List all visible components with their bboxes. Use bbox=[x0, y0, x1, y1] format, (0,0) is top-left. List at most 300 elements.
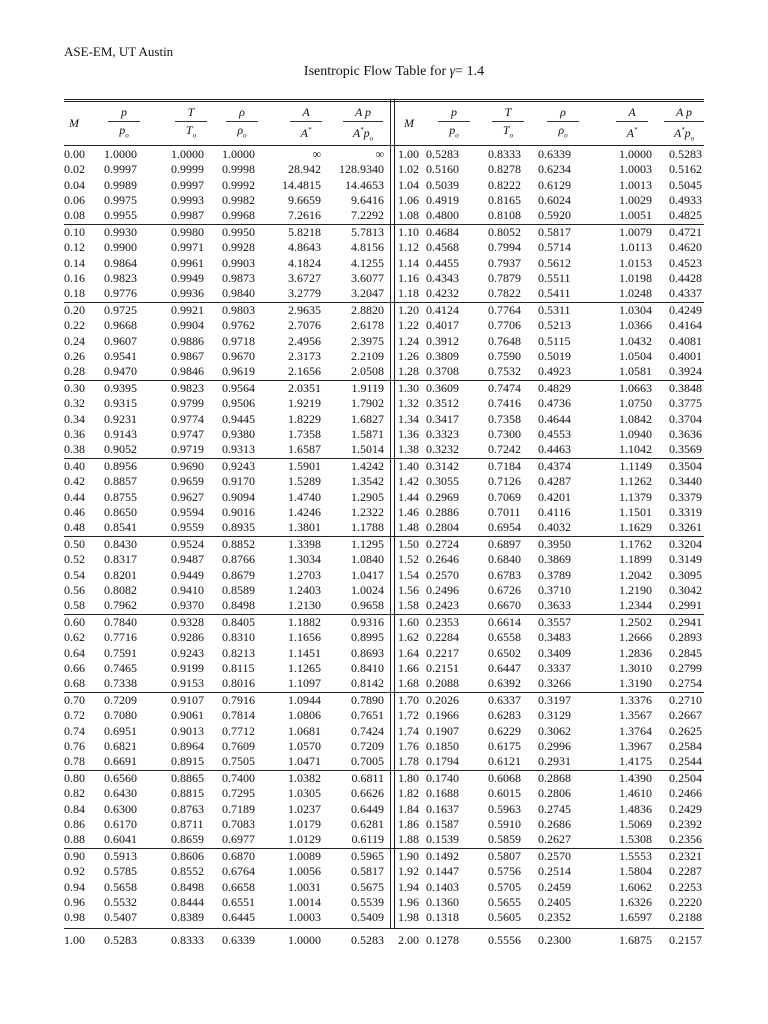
cell-right-pressure-ratio: 0.3708 bbox=[426, 364, 459, 379]
cell-right-area-pressure: 0.4428 bbox=[669, 270, 702, 285]
cell-right-temperature-ratio: 0.6015 bbox=[488, 786, 521, 801]
cell-right-density-ratio: 0.4736 bbox=[538, 396, 571, 411]
header-pressure-ratio-left: $\frac{p}{p_o}$ bbox=[104, 104, 144, 142]
cell-left-mach: 0.56 bbox=[64, 582, 85, 597]
cell-left-area-pressure: 0.6281 bbox=[351, 816, 384, 831]
cell-left-mach: 0.98 bbox=[64, 910, 85, 925]
cell-right-density-ratio: 0.3266 bbox=[538, 676, 571, 691]
cell-right-area-pressure: 0.3504 bbox=[669, 459, 702, 473]
group-rule bbox=[64, 770, 704, 771]
cell-left-density-ratio: 0.9803 bbox=[222, 303, 255, 317]
table-row bbox=[64, 552, 704, 567]
cell-right-area-ratio: 1.1379 bbox=[619, 489, 652, 504]
cell-right-mach: 1.26 bbox=[398, 348, 419, 363]
cell-left-area-ratio: 2.4956 bbox=[288, 333, 321, 348]
cell-right-pressure-ratio: 0.4343 bbox=[426, 270, 459, 285]
cell-right-area-ratio: 1.3010 bbox=[619, 660, 652, 675]
table-row bbox=[64, 520, 704, 535]
cell-left-area-ratio: 1.1097 bbox=[288, 676, 321, 691]
cell-right-temperature-ratio: 0.7532 bbox=[488, 364, 521, 379]
cell-right-density-ratio: 0.2868 bbox=[538, 771, 571, 785]
table-row bbox=[64, 240, 704, 255]
cell-right-area-pressure: 0.5162 bbox=[669, 162, 702, 177]
table-row bbox=[64, 771, 704, 786]
cell-right-density-ratio: 0.3789 bbox=[538, 567, 571, 582]
cell-left-temperature-ratio: 0.9921 bbox=[171, 303, 204, 317]
cell-left-pressure-ratio: 0.7465 bbox=[104, 660, 137, 675]
group-rule bbox=[64, 224, 704, 225]
cell-right-temperature-ratio: 0.8278 bbox=[488, 162, 521, 177]
cell-right-mach: 1.86 bbox=[398, 816, 419, 831]
cell-right-mach: 1.78 bbox=[398, 754, 419, 769]
cell-left-pressure-ratio: 0.9776 bbox=[104, 286, 137, 301]
table-row bbox=[64, 271, 704, 286]
cell-left-mach: 0.94 bbox=[64, 879, 85, 894]
cell-left-temperature-ratio: 0.9971 bbox=[171, 240, 204, 255]
cell-right-pressure-ratio: 0.3323 bbox=[426, 426, 459, 441]
cell-left-mach: 0.06 bbox=[64, 192, 85, 207]
cell-right-pressure-ratio: 0.2646 bbox=[426, 552, 459, 567]
cell-right-temperature-ratio: 0.7706 bbox=[488, 318, 521, 333]
cell-right-pressure-ratio: 0.1850 bbox=[426, 738, 459, 753]
cell-left-temperature-ratio: 0.9774 bbox=[171, 411, 204, 426]
cell-left-temperature-ratio: 0.9846 bbox=[171, 364, 204, 379]
cell-left-density-ratio: 0.9170 bbox=[222, 474, 255, 489]
table-row bbox=[64, 598, 704, 613]
cell-right-temperature-ratio: 0.8052 bbox=[488, 225, 521, 239]
cell-right-density-ratio: 0.4374 bbox=[538, 459, 571, 473]
cell-right-density-ratio: 0.3950 bbox=[538, 537, 571, 551]
cell-right-density-ratio: 0.2627 bbox=[538, 832, 571, 847]
cell-left-pressure-ratio: 1.0000 bbox=[104, 147, 137, 161]
cell-right-density-ratio: 0.4463 bbox=[538, 442, 571, 457]
cell-left-area-pressure: 2.3975 bbox=[351, 333, 384, 348]
cell-right-area-pressure: 0.3636 bbox=[669, 426, 702, 441]
cell-right-pressure-ratio: 0.2088 bbox=[426, 676, 459, 691]
table-row bbox=[64, 193, 704, 208]
cell-right-temperature-ratio: 0.7648 bbox=[488, 333, 521, 348]
cell-right-area-pressure: 0.2429 bbox=[669, 801, 702, 816]
cell-right-pressure-ratio: 0.3512 bbox=[426, 396, 459, 411]
cell-left-mach: 0.42 bbox=[64, 474, 85, 489]
cell-right-area-ratio: 1.1149 bbox=[619, 459, 652, 473]
cell-left-mach: 0.30 bbox=[64, 381, 85, 395]
cell-right-area-ratio: 1.4390 bbox=[619, 771, 652, 785]
cell-right-area-ratio: 1.0432 bbox=[619, 333, 652, 348]
cell-right-mach: 1.44 bbox=[398, 489, 419, 504]
cell-right-area-ratio: 1.0504 bbox=[619, 348, 652, 363]
cell-left-temperature-ratio: 0.9524 bbox=[171, 537, 204, 551]
cell-right-area-pressure: 0.3924 bbox=[669, 364, 702, 379]
cell-left-area-pressure: 0.8142 bbox=[351, 676, 384, 691]
cell-right-mach: 1.90 bbox=[398, 849, 419, 863]
cell-right-area-ratio: 1.2190 bbox=[619, 582, 652, 597]
cell-right-pressure-ratio: 0.4124 bbox=[426, 303, 459, 317]
cell-left-area-ratio: ∞ bbox=[312, 147, 321, 161]
cell-left-density-ratio: 0.8016 bbox=[222, 676, 255, 691]
table-row bbox=[64, 910, 704, 925]
cell-right-temperature-ratio: 0.6783 bbox=[488, 567, 521, 582]
cell-left-mach: 0.46 bbox=[64, 504, 85, 519]
cell-right-temperature-ratio: 0.7184 bbox=[488, 459, 521, 473]
cell-right-density-ratio: 0.5612 bbox=[538, 255, 571, 270]
cell-left-area-pressure: 0.5965 bbox=[351, 849, 384, 863]
cell-left-area-ratio: 1.3398 bbox=[288, 537, 321, 551]
cell-right-mach: 1.52 bbox=[398, 552, 419, 567]
cell-right-pressure-ratio: 0.1492 bbox=[426, 849, 459, 863]
group-rule bbox=[64, 692, 704, 693]
cell-left-density-ratio: 0.6870 bbox=[222, 849, 255, 863]
cell-left-pressure-ratio: 0.7962 bbox=[104, 598, 137, 613]
cell-right-pressure-ratio: 0.5160 bbox=[426, 162, 459, 177]
cell-left-area-pressure: 2.2109 bbox=[351, 348, 384, 363]
cell-left-area-ratio: 2.1656 bbox=[288, 364, 321, 379]
cell-right-density-ratio: 0.2996 bbox=[538, 738, 571, 753]
cell-right-area-pressure: 0.2287 bbox=[669, 864, 702, 879]
cell-left-density-ratio: 0.8310 bbox=[222, 630, 255, 645]
cell-right-density-ratio: 0.2514 bbox=[538, 864, 571, 879]
cell-right-density-ratio: 0.3483 bbox=[538, 630, 571, 645]
cell-left-temperature-ratio: 0.8763 bbox=[171, 801, 204, 816]
cell-left-area-ratio: 1.0014 bbox=[288, 894, 321, 909]
cell-left-density-ratio: 0.9094 bbox=[222, 489, 255, 504]
cell-left-pressure-ratio: 0.9900 bbox=[104, 240, 137, 255]
cell-right-area-ratio: 1.2344 bbox=[619, 598, 652, 613]
cell-right-mach: 1.74 bbox=[398, 723, 419, 738]
cell-right-area-pressure: 0.2356 bbox=[669, 832, 702, 847]
cell-right-temperature-ratio: 0.8333 bbox=[488, 147, 521, 161]
cell-left-pressure-ratio: 0.7338 bbox=[104, 676, 137, 691]
cell-left-temperature-ratio: 0.9961 bbox=[171, 255, 204, 270]
cell-left-area-pressure: 128.9340 bbox=[339, 162, 384, 177]
cell-left-density-ratio: 0.9313 bbox=[222, 442, 255, 457]
title-prefix: Isentropic Flow Table for bbox=[303, 64, 450, 79]
cell-right-pressure-ratio: 0.1539 bbox=[426, 832, 459, 847]
cell-left-area-pressure: 0.5817 bbox=[351, 864, 384, 879]
table-row bbox=[64, 832, 704, 847]
cell-right-pressure-ratio: 0.2969 bbox=[426, 489, 459, 504]
cell-right-area-pressure: 0.3204 bbox=[669, 537, 702, 551]
table-header bbox=[64, 104, 704, 142]
cell-left-density-ratio: 0.8852 bbox=[222, 537, 255, 551]
table-row bbox=[64, 459, 704, 474]
table-row bbox=[64, 474, 704, 489]
table-title bbox=[0, 64, 768, 80]
cell-right-temperature-ratio: 0.5605 bbox=[488, 910, 521, 925]
cell-left-area-ratio: 1.2403 bbox=[288, 582, 321, 597]
cell-left-temperature-ratio: 0.8606 bbox=[171, 849, 204, 863]
cell-left-mach: 1.00 bbox=[64, 933, 85, 947]
cell-left-pressure-ratio: 0.8430 bbox=[104, 537, 137, 551]
cell-left-area-ratio: 2.9635 bbox=[288, 303, 321, 317]
cell-right-mach: 1.80 bbox=[398, 771, 419, 785]
cell-left-mach: 0.02 bbox=[64, 162, 85, 177]
cell-left-mach: 0.32 bbox=[64, 396, 85, 411]
cell-right-mach: 1.88 bbox=[398, 832, 419, 847]
cell-right-density-ratio: 0.5115 bbox=[538, 333, 571, 348]
table-row bbox=[64, 505, 704, 520]
cell-left-area-ratio: 2.3173 bbox=[288, 348, 321, 363]
cell-left-area-ratio: 1.8229 bbox=[288, 411, 321, 426]
top-rule-double bbox=[64, 101, 704, 102]
cell-left-pressure-ratio: 0.6430 bbox=[104, 786, 137, 801]
cell-left-area-pressure: 1.0417 bbox=[351, 567, 384, 582]
cell-right-mach: 1.70 bbox=[398, 693, 419, 707]
cell-right-mach: 1.98 bbox=[398, 910, 419, 925]
cell-left-mach: 0.12 bbox=[64, 240, 85, 255]
cell-left-mach: 0.18 bbox=[64, 286, 85, 301]
cell-left-area-pressure: 14.4653 bbox=[345, 177, 384, 192]
affiliation: ASE-EM, UT Austin bbox=[64, 44, 174, 59]
cell-right-pressure-ratio: 0.4684 bbox=[426, 225, 459, 239]
cell-right-pressure-ratio: 0.4017 bbox=[426, 318, 459, 333]
cell-left-temperature-ratio: 0.8498 bbox=[171, 879, 204, 894]
group-rule bbox=[64, 848, 704, 849]
cell-left-area-pressure: 0.9658 bbox=[351, 598, 384, 613]
cell-left-area-ratio: 1.0031 bbox=[288, 879, 321, 894]
table-row bbox=[64, 786, 704, 801]
cell-left-pressure-ratio: 0.6691 bbox=[104, 754, 137, 769]
cell-left-temperature-ratio: 0.9936 bbox=[171, 286, 204, 301]
cell-left-area-ratio: 1.0305 bbox=[288, 786, 321, 801]
cell-right-density-ratio: 0.5511 bbox=[538, 270, 571, 285]
cell-left-area-pressure: 1.2322 bbox=[351, 504, 384, 519]
table-row bbox=[64, 724, 704, 739]
cell-left-temperature-ratio: 0.9107 bbox=[171, 693, 204, 707]
cell-right-area-ratio: 1.5069 bbox=[619, 816, 652, 831]
cell-right-mach: 1.48 bbox=[398, 520, 419, 535]
cell-right-temperature-ratio: 0.6392 bbox=[488, 676, 521, 691]
cell-left-temperature-ratio: 0.9627 bbox=[171, 489, 204, 504]
cell-right-density-ratio: 0.2806 bbox=[538, 786, 571, 801]
table-row bbox=[64, 442, 704, 457]
cell-left-temperature-ratio: 0.9243 bbox=[171, 645, 204, 660]
cell-left-density-ratio: 0.7400 bbox=[222, 771, 255, 785]
cell-left-density-ratio: 0.7505 bbox=[222, 754, 255, 769]
cell-left-pressure-ratio: 0.9541 bbox=[104, 348, 137, 363]
header-area-pressure-right: $\frac{\text{A p}}{A^*p_o}$ bbox=[660, 104, 708, 142]
cell-left-area-pressure: 4.1255 bbox=[351, 255, 384, 270]
cell-right-pressure-ratio: 0.3142 bbox=[426, 459, 459, 473]
cell-left-area-pressure: 1.2905 bbox=[351, 489, 384, 504]
cell-right-density-ratio: 0.5213 bbox=[538, 318, 571, 333]
cell-right-temperature-ratio: 0.5556 bbox=[488, 933, 521, 947]
cell-right-mach: 1.66 bbox=[398, 660, 419, 675]
cell-right-density-ratio: 0.2405 bbox=[538, 894, 571, 909]
cell-left-area-ratio: 1.6587 bbox=[288, 442, 321, 457]
cell-right-density-ratio: 0.5411 bbox=[538, 286, 571, 301]
cell-left-pressure-ratio: 0.6821 bbox=[104, 738, 137, 753]
cell-right-mach: 1.56 bbox=[398, 582, 419, 597]
cell-left-temperature-ratio: 0.9799 bbox=[171, 396, 204, 411]
cell-right-mach: 1.64 bbox=[398, 645, 419, 660]
cell-right-pressure-ratio: 0.3609 bbox=[426, 381, 459, 395]
cell-left-density-ratio: 0.9903 bbox=[222, 255, 255, 270]
cell-left-mach: 0.64 bbox=[64, 645, 85, 660]
cell-right-temperature-ratio: 0.7126 bbox=[488, 474, 521, 489]
cell-left-area-pressure: 0.5675 bbox=[351, 879, 384, 894]
cell-left-temperature-ratio: 0.8815 bbox=[171, 786, 204, 801]
cell-left-pressure-ratio: 0.8857 bbox=[104, 474, 137, 489]
cell-right-area-ratio: 1.2836 bbox=[619, 645, 652, 660]
cell-left-area-ratio: 1.2130 bbox=[288, 598, 321, 613]
table-row bbox=[64, 615, 704, 630]
cell-right-pressure-ratio: 0.4919 bbox=[426, 192, 459, 207]
cell-right-pressure-ratio: 0.1587 bbox=[426, 816, 459, 831]
cell-left-density-ratio: 0.7609 bbox=[222, 738, 255, 753]
cell-right-temperature-ratio: 0.8222 bbox=[488, 177, 521, 192]
cell-left-pressure-ratio: 0.7209 bbox=[104, 693, 137, 707]
cell-right-pressure-ratio: 0.2353 bbox=[426, 615, 459, 629]
cell-right-area-ratio: 1.1501 bbox=[619, 504, 652, 519]
cell-right-area-ratio: 1.5553 bbox=[619, 849, 652, 863]
cell-right-area-pressure: 0.4249 bbox=[669, 303, 702, 317]
cell-left-pressure-ratio: 0.6170 bbox=[104, 816, 137, 831]
table-row bbox=[64, 208, 704, 223]
cell-right-mach: 1.50 bbox=[398, 537, 419, 551]
cell-right-temperature-ratio: 0.7994 bbox=[488, 240, 521, 255]
cell-right-density-ratio: 0.4201 bbox=[538, 489, 571, 504]
cell-right-temperature-ratio: 0.5963 bbox=[488, 801, 521, 816]
cell-right-temperature-ratio: 0.5756 bbox=[488, 864, 521, 879]
cell-left-mach: 0.62 bbox=[64, 630, 85, 645]
cell-right-temperature-ratio: 0.6954 bbox=[488, 520, 521, 535]
cell-left-mach: 0.70 bbox=[64, 693, 85, 707]
cell-left-pressure-ratio: 0.5407 bbox=[104, 910, 137, 925]
cell-right-area-ratio: 1.0051 bbox=[619, 208, 652, 223]
cell-left-area-ratio: 1.0000 bbox=[288, 933, 321, 947]
cell-right-area-pressure: 0.3042 bbox=[669, 582, 702, 597]
cell-right-mach: 1.32 bbox=[398, 396, 419, 411]
cell-left-temperature-ratio: 0.9997 bbox=[171, 177, 204, 192]
cell-right-temperature-ratio: 0.6175 bbox=[488, 738, 521, 753]
cell-left-temperature-ratio: 0.8915 bbox=[171, 754, 204, 769]
cell-left-pressure-ratio: 0.8956 bbox=[104, 459, 137, 473]
cell-left-mach: 0.40 bbox=[64, 459, 85, 473]
cell-right-area-pressure: 0.3775 bbox=[669, 396, 702, 411]
cell-right-temperature-ratio: 0.6558 bbox=[488, 630, 521, 645]
cell-left-area-pressure: 0.5539 bbox=[351, 894, 384, 909]
table-row bbox=[64, 334, 704, 349]
cell-right-area-pressure: 0.2991 bbox=[669, 598, 702, 613]
cell-left-temperature-ratio: 0.9153 bbox=[171, 676, 204, 691]
cell-left-area-ratio: 2.7076 bbox=[288, 318, 321, 333]
cell-right-pressure-ratio: 0.2284 bbox=[426, 630, 459, 645]
cell-right-mach: 1.42 bbox=[398, 474, 419, 489]
cell-left-temperature-ratio: 0.8964 bbox=[171, 738, 204, 753]
cell-right-area-pressure: 0.2845 bbox=[669, 645, 702, 660]
cell-left-density-ratio: 0.6445 bbox=[222, 910, 255, 925]
cell-left-area-ratio: 7.2616 bbox=[288, 208, 321, 223]
cell-right-pressure-ratio: 0.2151 bbox=[426, 660, 459, 675]
cell-right-pressure-ratio: 0.2570 bbox=[426, 567, 459, 582]
cell-right-density-ratio: 0.3062 bbox=[538, 723, 571, 738]
cell-right-pressure-ratio: 0.4800 bbox=[426, 208, 459, 223]
cell-right-area-pressure: 0.2754 bbox=[669, 676, 702, 691]
cell-right-pressure-ratio: 0.2217 bbox=[426, 645, 459, 660]
cell-left-area-ratio: 9.6659 bbox=[288, 192, 321, 207]
cell-left-mach: 0.26 bbox=[64, 348, 85, 363]
cell-left-pressure-ratio: 0.8650 bbox=[104, 504, 137, 519]
cell-right-temperature-ratio: 0.7069 bbox=[488, 489, 521, 504]
cell-right-temperature-ratio: 0.8165 bbox=[488, 192, 521, 207]
cell-left-area-pressure: 1.5014 bbox=[351, 442, 384, 457]
cell-left-pressure-ratio: 0.6041 bbox=[104, 832, 137, 847]
cell-right-area-pressure: 0.2710 bbox=[669, 693, 702, 707]
cell-right-density-ratio: 0.2570 bbox=[538, 849, 571, 863]
cell-left-area-pressure: 2.8820 bbox=[351, 303, 384, 317]
cell-left-density-ratio: 0.7083 bbox=[222, 816, 255, 831]
cell-left-density-ratio: 0.8213 bbox=[222, 645, 255, 660]
group-rule bbox=[64, 614, 704, 615]
table-row bbox=[64, 754, 704, 769]
table-row bbox=[64, 303, 704, 318]
cell-left-area-pressure: 1.0024 bbox=[351, 582, 384, 597]
table-row bbox=[64, 880, 704, 895]
cell-left-mach: 0.74 bbox=[64, 723, 85, 738]
cell-left-pressure-ratio: 0.5658 bbox=[104, 879, 137, 894]
cell-right-area-ratio: 1.0304 bbox=[619, 303, 652, 317]
cell-left-density-ratio: 0.8589 bbox=[222, 582, 255, 597]
cell-left-pressure-ratio: 0.9975 bbox=[104, 192, 137, 207]
cell-right-temperature-ratio: 0.6337 bbox=[488, 693, 521, 707]
cell-right-density-ratio: 0.2745 bbox=[538, 801, 571, 816]
cell-left-pressure-ratio: 0.9143 bbox=[104, 426, 137, 441]
cell-left-pressure-ratio: 0.9864 bbox=[104, 255, 137, 270]
cell-right-mach: 1.54 bbox=[398, 567, 419, 582]
cell-left-mach: 0.78 bbox=[64, 754, 85, 769]
cell-right-mach: 1.02 bbox=[398, 162, 419, 177]
cell-left-mach: 0.24 bbox=[64, 333, 85, 348]
cell-left-density-ratio: 0.9992 bbox=[222, 177, 255, 192]
cell-right-pressure-ratio: 0.2724 bbox=[426, 537, 459, 551]
cell-right-mach: 1.72 bbox=[398, 708, 419, 723]
cell-left-mach: 0.92 bbox=[64, 864, 85, 879]
cell-left-area-ratio: 1.4246 bbox=[288, 504, 321, 519]
cell-left-pressure-ratio: 0.5532 bbox=[104, 894, 137, 909]
cell-right-area-pressure: 0.4825 bbox=[669, 208, 702, 223]
cell-left-area-ratio: 3.2779 bbox=[288, 286, 321, 301]
cell-left-density-ratio: 0.8405 bbox=[222, 615, 255, 629]
cell-left-area-ratio: 1.3801 bbox=[288, 520, 321, 535]
cell-right-area-ratio: 1.0842 bbox=[619, 411, 652, 426]
cell-right-area-ratio: 1.2042 bbox=[619, 567, 652, 582]
cell-right-pressure-ratio: 0.3809 bbox=[426, 348, 459, 363]
cell-left-area-ratio: 1.0471 bbox=[288, 754, 321, 769]
cell-left-mach: 0.76 bbox=[64, 738, 85, 753]
cell-left-area-ratio: 1.9219 bbox=[288, 396, 321, 411]
cell-left-area-pressure: 0.7209 bbox=[351, 738, 384, 753]
cell-left-mach: 0.84 bbox=[64, 801, 85, 816]
cell-left-density-ratio: 0.9445 bbox=[222, 411, 255, 426]
table-row bbox=[64, 318, 704, 333]
cell-right-area-pressure: 0.2504 bbox=[669, 771, 702, 785]
top-rule bbox=[64, 99, 704, 100]
cell-left-mach: 0.38 bbox=[64, 442, 85, 457]
cell-left-pressure-ratio: 0.7716 bbox=[104, 630, 137, 645]
cell-right-temperature-ratio: 0.6840 bbox=[488, 552, 521, 567]
cell-left-temperature-ratio: 0.9999 bbox=[171, 162, 204, 177]
cell-right-mach: 1.04 bbox=[398, 177, 419, 192]
cell-right-pressure-ratio: 0.1637 bbox=[426, 801, 459, 816]
cell-left-density-ratio: 0.9873 bbox=[222, 270, 255, 285]
table-row bbox=[64, 661, 704, 676]
cell-right-temperature-ratio: 0.6502 bbox=[488, 645, 521, 660]
cell-right-density-ratio: 0.2300 bbox=[538, 933, 571, 947]
cell-right-mach: 1.24 bbox=[398, 333, 419, 348]
cell-left-density-ratio: 0.6658 bbox=[222, 879, 255, 894]
cell-left-area-ratio: 1.1451 bbox=[288, 645, 321, 660]
